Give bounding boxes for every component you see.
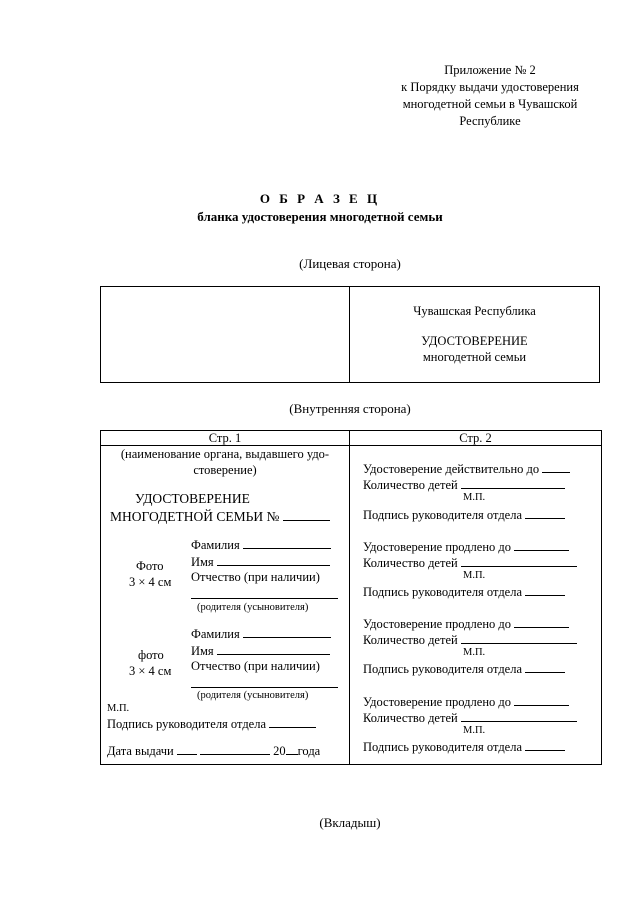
signature-label: Подпись руководителя отдела: [107, 717, 267, 731]
children-count-label: Количество детей: [363, 711, 458, 725]
cert-number-label: МНОГОДЕТНОЙ СЕМЬИ №: [110, 509, 280, 524]
issue-date-field: [107, 742, 320, 759]
photo-placeholder-2: фото: [138, 648, 164, 662]
children-count-label: Количество детей: [363, 556, 458, 570]
authority-line: (наименование органа, выдавшего удо-: [120, 447, 330, 461]
document-subtitle: бланка удостоверения многодетной семьи: [197, 209, 443, 224]
signature-blank: [269, 715, 316, 728]
authority-line: стоверение): [193, 463, 257, 477]
photo-placeholder-1: Фото: [136, 559, 164, 573]
stamp-label: М.П.: [463, 570, 486, 581]
surname-label: Фамилия: [191, 627, 240, 641]
page2-header: Стр. 2: [459, 431, 492, 445]
name-label: Имя: [191, 555, 214, 569]
children-count-label: Количество детей: [363, 478, 458, 492]
children-count-label: Количество детей: [363, 633, 458, 647]
signature-blank: [525, 660, 565, 673]
stamp-label: М.П.: [463, 725, 486, 736]
validity-field: [363, 460, 570, 477]
issue-year-blank: [286, 742, 298, 755]
valid-until-label: Удостоверение действительно до: [363, 462, 540, 476]
valid-until-blank: [542, 460, 570, 473]
extension-field: [363, 538, 569, 555]
signature-label: Подпись руководителя отдела: [363, 508, 523, 522]
face-side-card: [100, 286, 600, 383]
signature-field: [363, 660, 565, 677]
surname-blank: [243, 625, 331, 638]
photo-size-2: 3 × 4 см: [129, 664, 172, 678]
issue-year-suffix: года: [297, 744, 321, 758]
signature-label: Подпись руководителя отдела: [363, 662, 523, 676]
name-blank: [217, 642, 330, 655]
surname-field: [191, 625, 331, 642]
cert-number-blank: [283, 508, 330, 521]
extended-until-blank: [514, 693, 569, 706]
extended-until-label: Удостоверение продлено до: [363, 617, 511, 631]
insert-caption: (Вкладыш): [319, 815, 381, 830]
extended-until-label: Удостоверение продлено до: [363, 540, 511, 554]
signature-blank: [525, 583, 565, 596]
surname-blank: [243, 536, 331, 549]
signature-field: [363, 583, 565, 600]
inner-side-table: [100, 430, 602, 765]
region-label: Чувашская Республика: [413, 304, 536, 318]
signature-blank: [525, 506, 565, 519]
parent-note: (родителя (усыновителя): [197, 602, 309, 613]
table-column-divider: [349, 431, 350, 764]
name-field: [191, 553, 330, 570]
photo-size-1: 3 × 4 см: [129, 575, 172, 589]
cert-subtitle: многодетной семьи: [422, 350, 527, 364]
cert-number: [110, 508, 330, 524]
cert-title: УДОСТОВЕРЕНИЕ: [421, 334, 528, 348]
patronymic-label: Отчество (при наличии): [191, 570, 320, 584]
appendix-line: Республике: [459, 114, 521, 128]
children-count-blank: [461, 709, 577, 722]
stamp-label: М.П.: [107, 703, 130, 714]
appendix-header: [380, 62, 600, 130]
name-field: [191, 642, 330, 659]
signature-field: [363, 506, 565, 523]
signature-field: [363, 738, 565, 755]
parent-note: (родителя (усыновителя): [197, 690, 309, 701]
extension-field: [363, 615, 569, 632]
extended-until-blank: [514, 538, 569, 551]
issue-year-prefix: 20: [273, 744, 286, 758]
issue-date-label: Дата выдачи: [107, 744, 174, 758]
signature-label: Подпись руководителя отдела: [363, 585, 523, 599]
extended-until-label: Удостоверение продлено до: [363, 695, 511, 709]
face-side-caption: (Лицевая сторона): [299, 256, 401, 271]
signature-field: [107, 715, 316, 732]
stamp-label: М.П.: [463, 647, 486, 658]
cert-title: УДОСТОВЕРЕНИЕ: [135, 491, 250, 506]
extension-field: [363, 693, 569, 710]
children-count-blank: [461, 554, 577, 567]
children-count-blank: [461, 476, 565, 489]
issue-day-blank: [177, 742, 197, 755]
appendix-line: Приложение № 2: [444, 63, 536, 77]
stamp-label: М.П.: [463, 492, 486, 503]
document-title: О Б Р А З Е Ц: [259, 191, 381, 206]
appendix-line: многодетной семьи в Чувашской: [402, 97, 578, 111]
issue-month-blank: [200, 742, 270, 755]
children-count-blank: [461, 631, 577, 644]
name-blank: [217, 553, 330, 566]
surname-label: Фамилия: [191, 538, 240, 552]
page1-header: Стр. 1: [208, 431, 242, 445]
signature-blank: [525, 738, 565, 751]
name-label: Имя: [191, 644, 214, 658]
surname-field: [191, 536, 331, 553]
appendix-line: к Порядку выдачи удостоверения: [401, 80, 579, 94]
patronymic-label: Отчество (при наличии): [191, 659, 320, 673]
extended-until-blank: [514, 615, 569, 628]
inner-side-caption: (Внутренняя сторона): [289, 401, 411, 416]
signature-label: Подпись руководителя отдела: [363, 740, 523, 754]
patronymic-blank: [191, 598, 338, 599]
